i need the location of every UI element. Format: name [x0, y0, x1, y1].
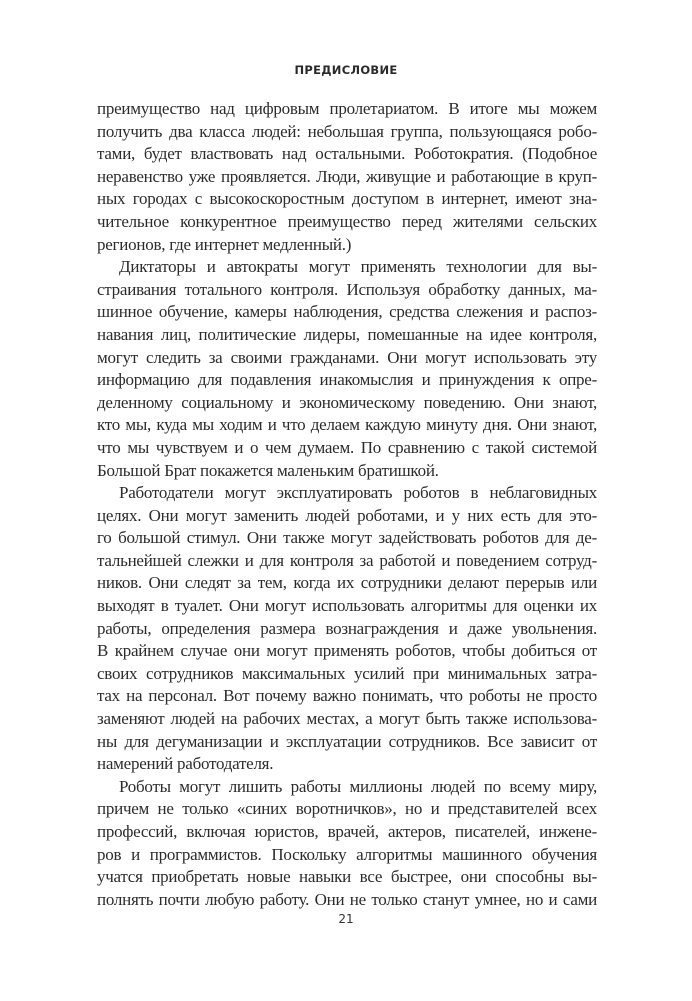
text-line: выходят в туалет. Они могут использовать алгоритмы для оценки их — [97, 596, 597, 616]
text-line: что мы чувствуем и о чем думаем. По сравнению с такой системой — [97, 437, 597, 457]
body-text — [97, 98, 597, 911]
text-line: Диктаторы и автократы могут применять технологии для вы- — [119, 257, 597, 277]
text-line: Роботы могут лишить работы миллионы людей по всему миру, — [119, 776, 597, 796]
text-line: профессий, включая юристов, врачей, актеров, писателей, инжене- — [97, 822, 597, 841]
text-line: ных городах с высокоскоростным доступом в интернет, имеют зна- — [97, 189, 597, 209]
running-header: ПРЕДИСЛОВИЕ — [294, 63, 398, 77]
text-line: информацию для подавления инакомыслия и принуждения к опре- — [97, 370, 597, 390]
text-line: тальнейшей слежки и для контроля за работой и поведением сотруд- — [97, 550, 597, 570]
text-line: тах на персонал. Вот почему важно понимать, что роботы не просто — [97, 686, 597, 706]
text-line: ров и программистов. Поскольку алгоритмы машинного обучения — [97, 844, 597, 864]
text-line: работы, определения размера вознаграждения и даже увольнения. — [97, 618, 597, 638]
text-line: регионов, где интернет медленный.) — [97, 234, 352, 254]
text-line: могут следить за своими гражданами. Они могут использовать эту — [97, 347, 597, 367]
text-line: ны для дегуманизации и эксплуатации сотрудников. Все зависит от — [97, 731, 597, 751]
paragraph — [97, 776, 597, 912]
text-line: ников. Они следят за тем, когда их сотрудники делают перерыв или — [97, 573, 597, 593]
page-number: 21 — [338, 912, 354, 926]
text-line: чительное конкурентное преимущество перед жителями сельских — [97, 211, 597, 231]
text-line: Работодатели могут эксплуатировать роботов в неблаговидных — [119, 483, 597, 503]
text-line: целях. Они могут заменить людей роботами, и у них есть для это- — [97, 505, 597, 525]
paragraph — [97, 482, 597, 776]
text-line: преимущество над цифровым пролетариатом. В итоге мы можем — [97, 99, 597, 118]
text-line: полнять почти любую работу. Они не только станут умнее, но и сами — [97, 889, 597, 909]
text-line: страивания тотального контроля. Используя обработку данных, ма- — [97, 279, 597, 299]
text-line: заменяют людей на рабочих местах, а могут быть также использова- — [97, 709, 597, 729]
text-line: своих сотрудников максимальных усилий при минимальных затра- — [97, 663, 597, 683]
text-line: тами, будет властвовать над остальными. Роботократия. (Подобное — [97, 144, 597, 164]
paragraph — [97, 98, 597, 256]
text-line: Большой Брат покажется маленьким братишкой. — [97, 460, 439, 480]
text-line: учатся приобретать новые навыки все быстрее, они способны вы- — [97, 867, 597, 887]
text-line: деленному социальному и экономическому поведению. Они знают, — [97, 392, 597, 412]
paragraph — [97, 256, 597, 482]
text-line: навания лиц, политические лидеры, помешанные на идее контроля, — [97, 324, 597, 344]
text-line: го большой стимул. Они также могут задействовать роботов для де- — [97, 528, 597, 548]
text-line: кто мы, куда мы ходим и что делаем каждую минуту дня. Они знают, — [97, 415, 597, 435]
text-line: причем не только «синих воротничков», но и представителей всех — [97, 799, 597, 819]
text-line: получить два класса людей: небольшая группа, пользующаяся робо- — [97, 121, 597, 141]
text-line: В крайнем случае они могут применять роботов, чтобы добиться от — [97, 641, 597, 661]
text-line: шинное обучение, камеры наблюдения, средства слежения и распоз- — [97, 302, 597, 322]
text-line: намерений работодателя. — [97, 754, 274, 774]
text-line: неравенство уже проявляется. Люди, живущие и работающие в круп- — [97, 166, 597, 186]
